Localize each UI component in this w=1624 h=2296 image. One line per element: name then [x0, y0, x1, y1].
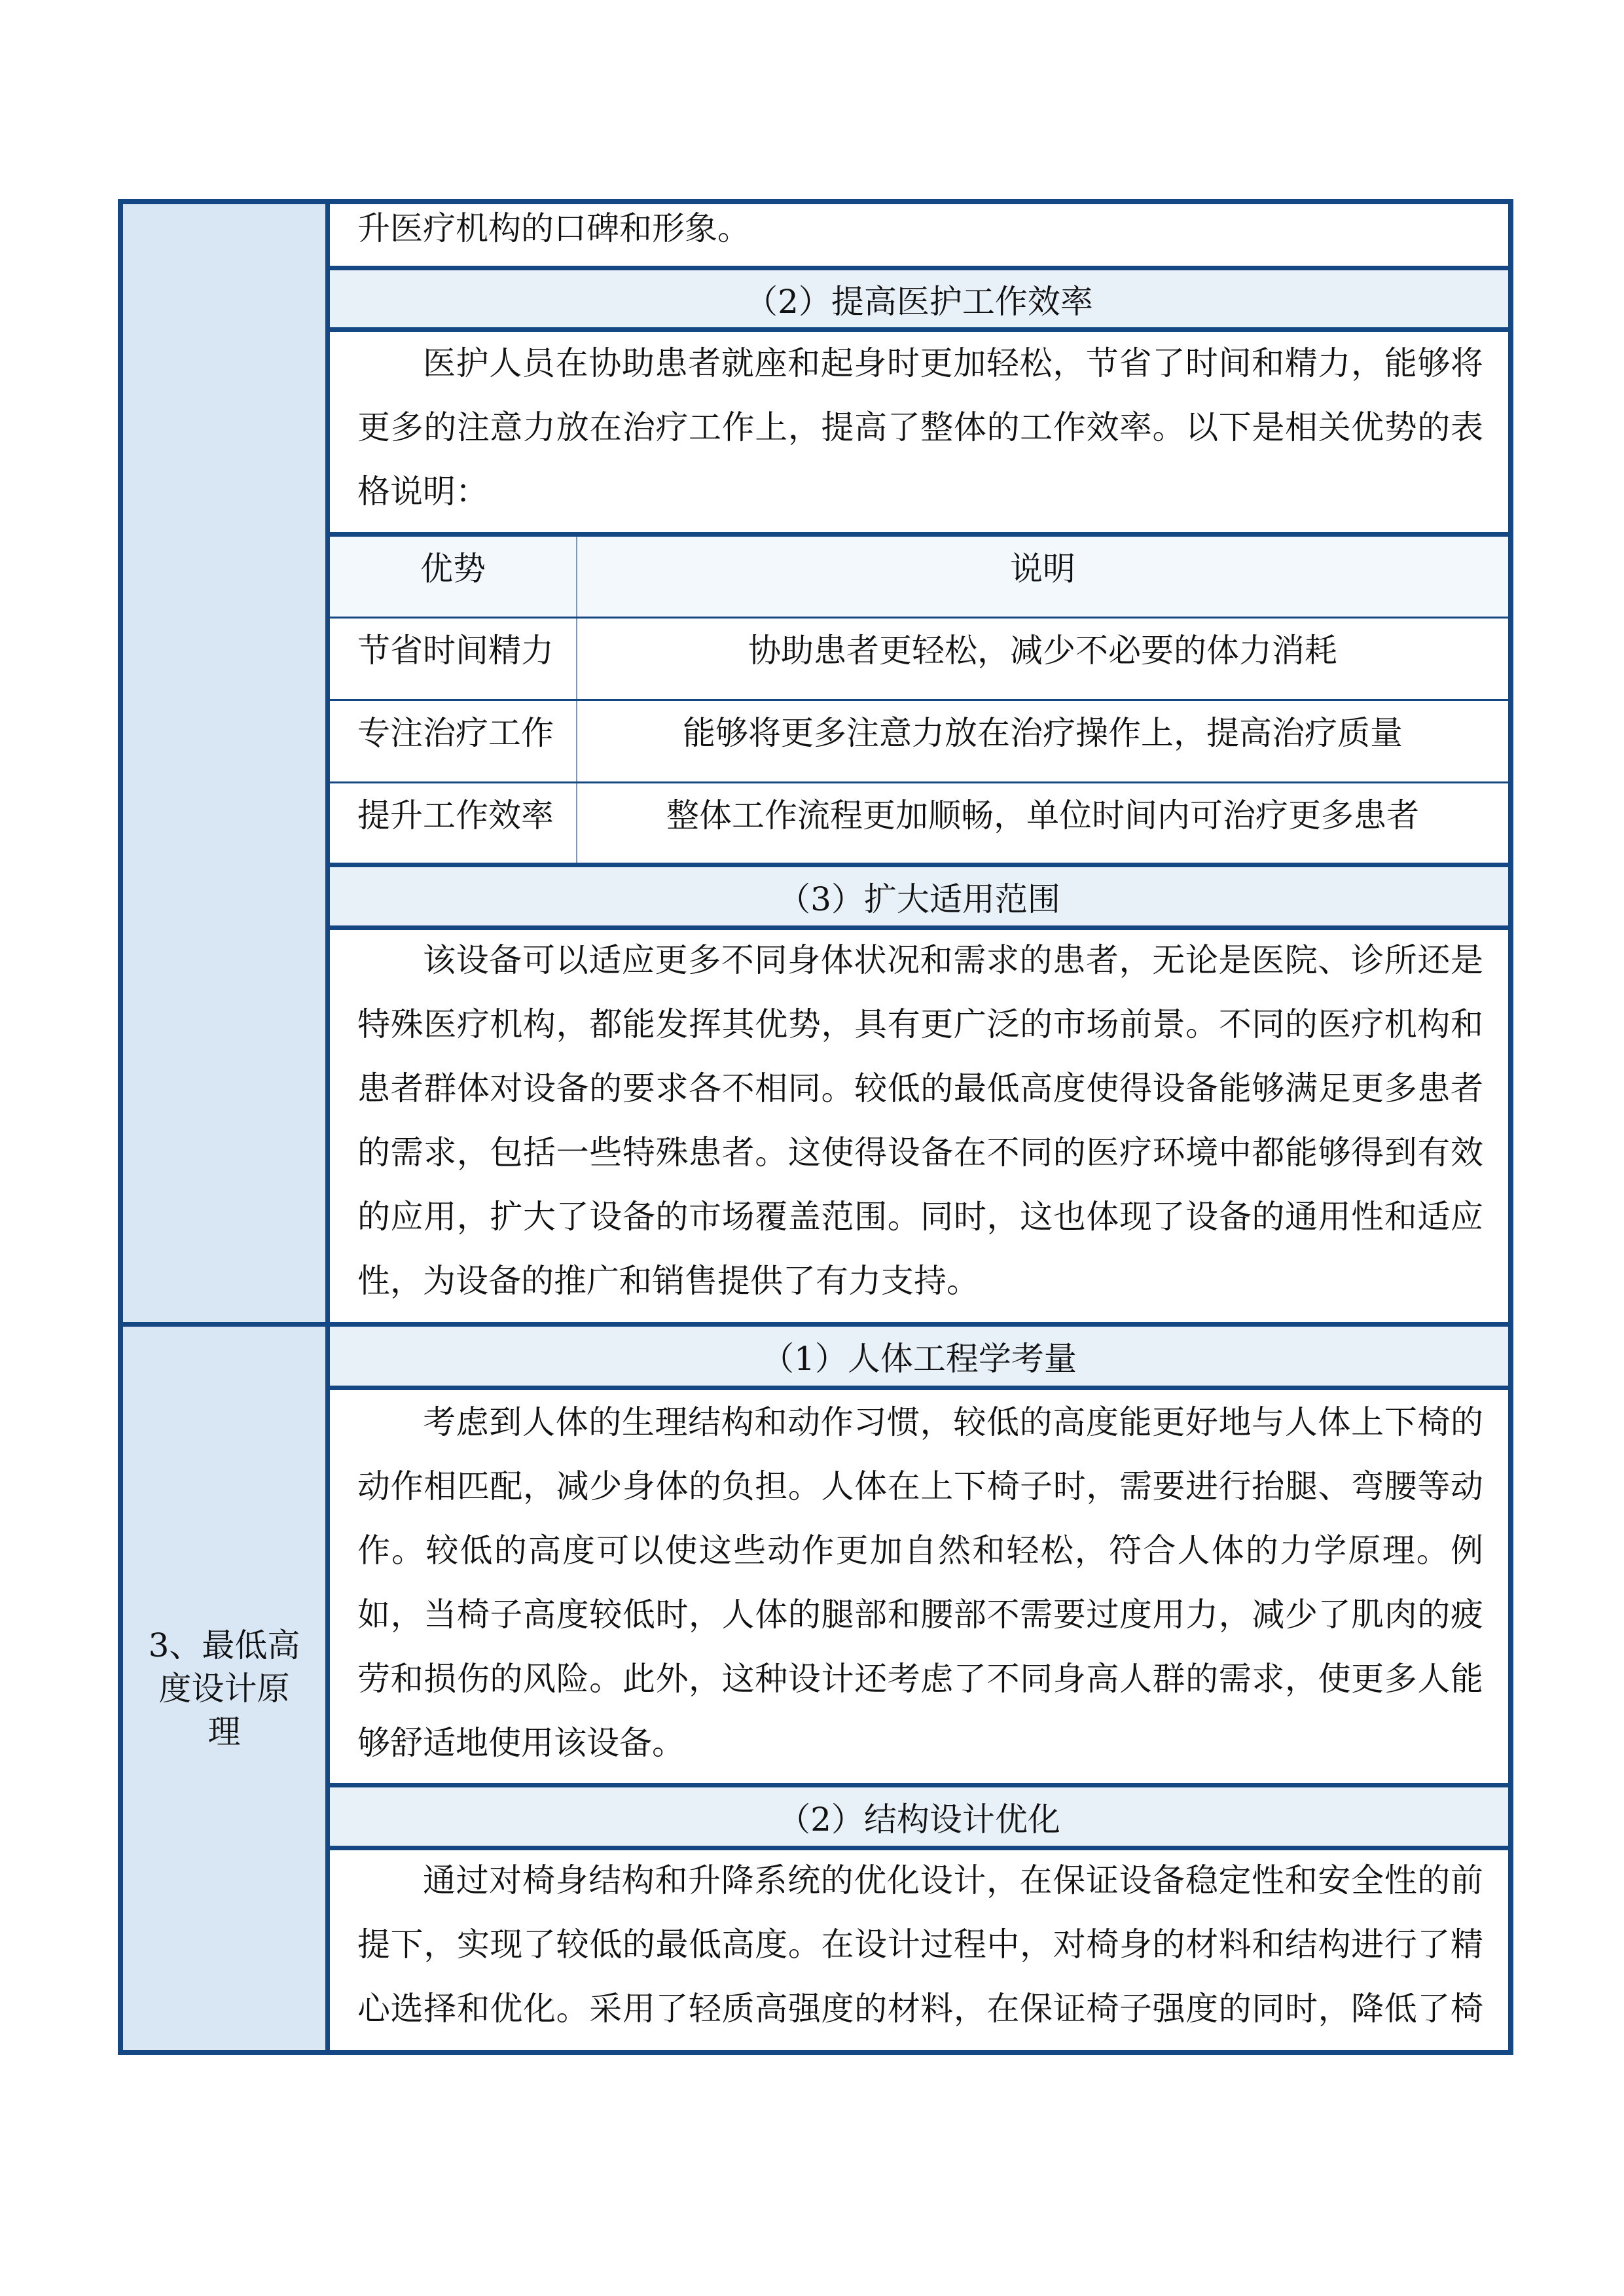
- structure-paragraph: [357, 1848, 1483, 2041]
- paragraph-line: 特殊医疗机构，都能发挥其优势，具有更广泛的市场前景。不同的医疗机构和: [357, 1005, 1483, 1043]
- table-cell: 提升工作效率: [357, 797, 554, 834]
- subheading-structure: [330, 1787, 1508, 1850]
- paragraph-line: 动作相匹配，减少身体的负担。人体在上下椅子时，需要进行抬腿、弯腰等动: [357, 1467, 1483, 1505]
- efficiency-paragraph: [357, 331, 1483, 524]
- paragraph-line: 患者群体对设备的要求各不相同。较低的最低高度使得设备能够满足更多患者: [357, 1069, 1483, 1107]
- subheading-scope: [330, 867, 1508, 930]
- paragraph-line: 的需求，包括一些特殊患者。这使得设备在不同的医疗环境中都能够得到有效: [357, 1134, 1483, 1172]
- paragraph-line: 够舒适地使用该设备。: [357, 1724, 685, 1762]
- paragraph-line: 提下，实现了较低的最低高度。在设计过程中，对椅身的材料和结构进行了精: [357, 1926, 1483, 1964]
- paragraph-line: 格说明：: [357, 473, 488, 511]
- section-2-label-cell: [123, 204, 330, 1324]
- section-3-label-line: 3、最低高: [148, 1626, 300, 1664]
- table-cell: 能够将更多注意力放在治疗操作上，提高治疗质量: [683, 714, 1403, 752]
- paragraph-line: 性，为设备的推广和销售提供了有力支持。: [357, 1262, 979, 1300]
- continued-paragraph: [357, 196, 1483, 260]
- table-cell: 节省时间精力: [357, 632, 554, 670]
- paragraph-line: 如，当椅子高度较低时，人体的腿部和腰部不需要过度用力，减少了肌肉的疲: [357, 1596, 1483, 1634]
- paragraph-line: 该设备可以适应更多不同身体状况和需求的患者，无论是医院、诊所还是: [423, 941, 1483, 979]
- divider: [330, 1783, 1508, 1787]
- subheading-text: （2）结构设计优化: [778, 1800, 1060, 1839]
- paragraph-line: 作。较低的高度可以使这些动作更加自然和轻松，符合人体的力学原理。例: [357, 1532, 1483, 1570]
- scope-paragraph: [357, 928, 1483, 1313]
- divider: [330, 532, 1508, 537]
- paragraph-line: 的应用，扩大了设备的市场覆盖范围。同时，这也体现了设备的通用性和适应: [357, 1198, 1483, 1236]
- paragraph-line: 通过对椅身结构和升降系统的优化设计，在保证设备稳定性和安全性的前: [423, 1861, 1483, 1899]
- table-cell: 专注治疗工作: [357, 714, 554, 752]
- subheading-efficiency: [330, 270, 1508, 332]
- paragraph-line: 考虑到人体的生理结构和动作习惯，较低的高度能更好地与人体上下椅的: [423, 1403, 1483, 1441]
- table-header-cell: 优势: [420, 550, 486, 588]
- subheading-ergonomics: [330, 1327, 1508, 1390]
- divider: [330, 266, 1508, 270]
- section-divider: [123, 1322, 1508, 1327]
- table-cell: 整体工作流程更加顺畅，单位时间内可治疗更多患者: [666, 797, 1419, 834]
- section-3-label-line: 理: [208, 1712, 241, 1751]
- paragraph-line: 医护人员在协助患者就座和起身时更加轻松，节省了时间和精力，能够将: [423, 344, 1483, 382]
- paragraph-line: 升医疗机构的口碑和形象。: [357, 209, 750, 247]
- table-cell: 协助患者更轻松，减少不必要的体力消耗: [748, 632, 1337, 670]
- subheading-text: （2）提高医护工作效率: [745, 282, 1093, 321]
- paragraph-line: 更多的注意力放在治疗工作上，提高了整体的工作效率。以下是相关优势的表: [357, 408, 1483, 446]
- ergonomics-paragraph: [357, 1390, 1483, 1775]
- paragraph-line: 心选择和优化。采用了轻质高强度的材料，在保证椅子强度的同时，降低了椅: [357, 1990, 1483, 2028]
- paragraph-line: 劳和损伤的风险。此外，这种设计还考虑了不同身高人群的需求，使更多人能: [357, 1660, 1483, 1698]
- subheading-text: （3）扩大适用范围: [778, 880, 1060, 918]
- section-3-label-line: 度设计原: [158, 1669, 290, 1708]
- divider: [330, 863, 1508, 867]
- subheading-text: （1）人体工程学考量: [761, 1340, 1077, 1378]
- section-3-label-cell: [123, 1327, 330, 2050]
- table-header-cell: 说明: [1010, 550, 1075, 588]
